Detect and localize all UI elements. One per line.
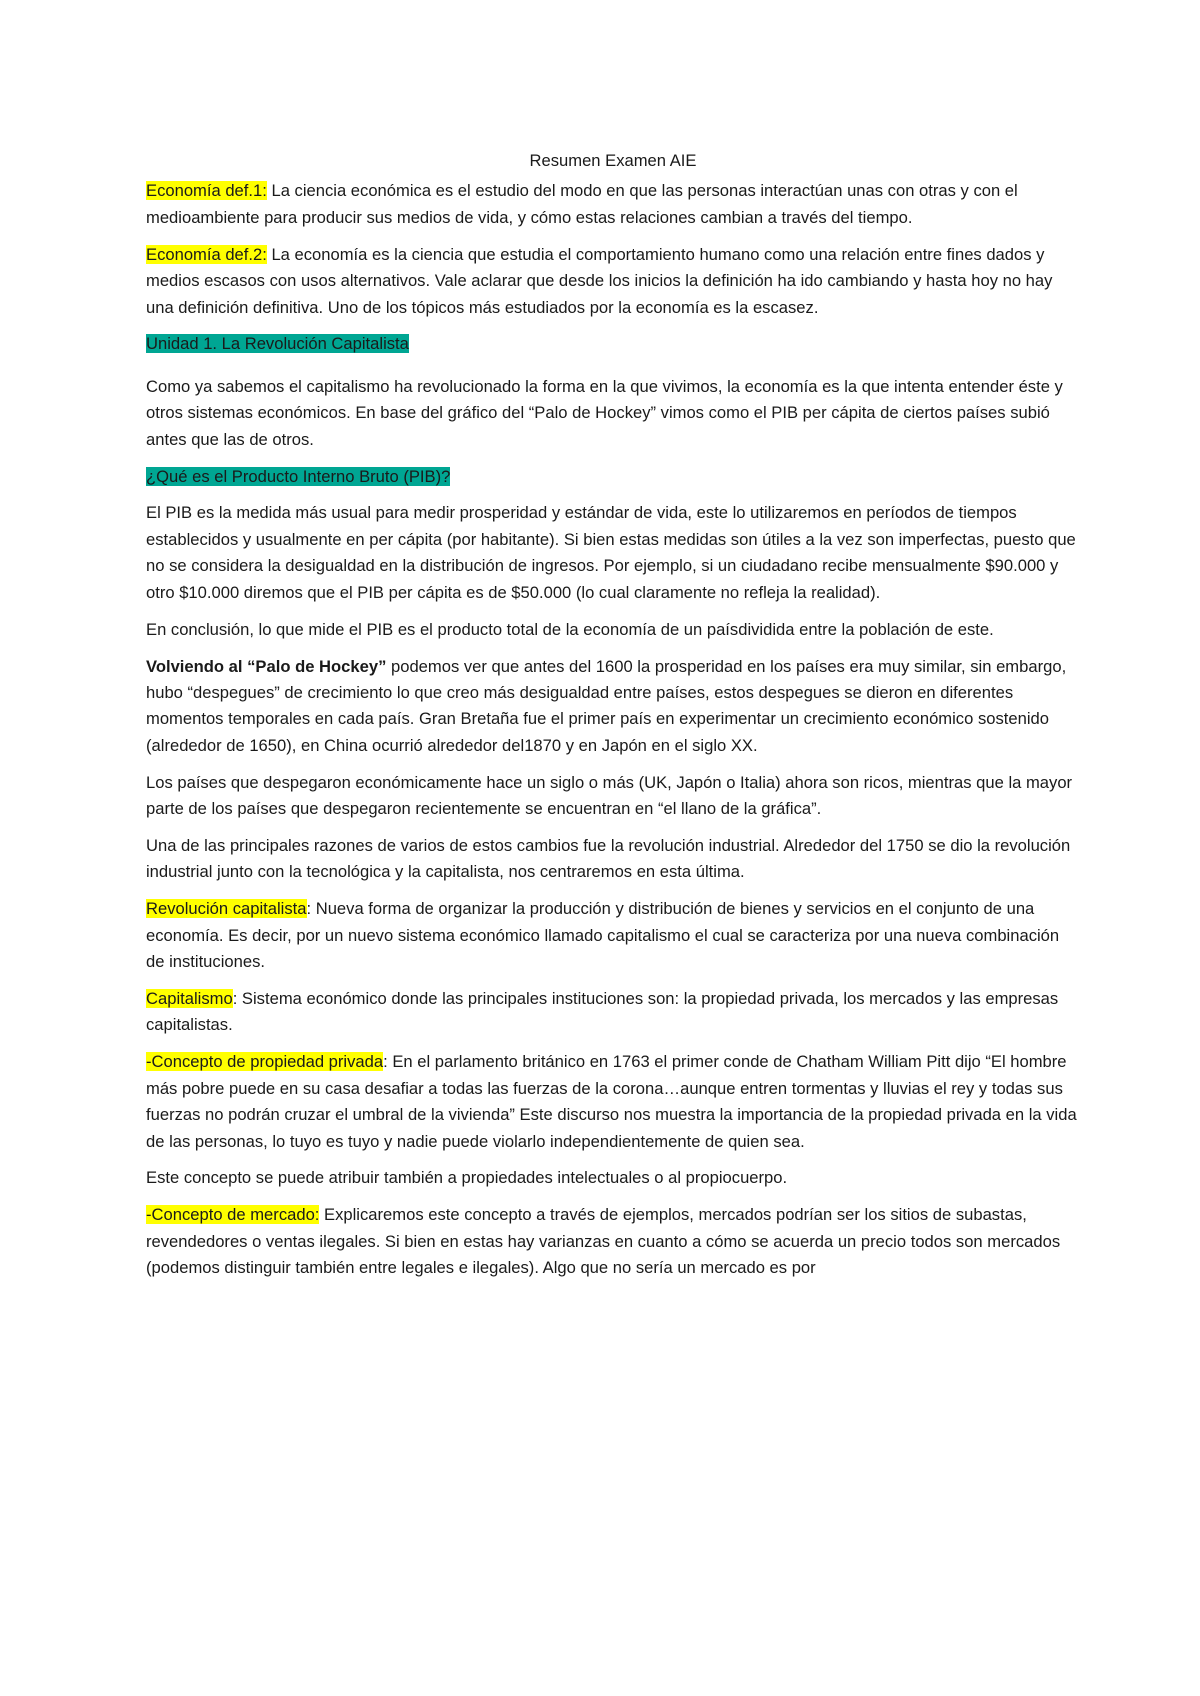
paragraph-propiedad-intelectual: Este concepto se puede atribuir también a propiedades intelectuales o al propiocuerpo.: [146, 1168, 788, 1188]
paragraph-mercado: [146, 1202, 1080, 1281]
paragraph-economia-def2: [146, 242, 1080, 321]
term-propiedad-privada: -Concepto de propiedad privada: [146, 1052, 384, 1072]
document-title: Resumen Examen AIE: [529, 151, 697, 170]
term-mercado: -Concepto de mercado:: [146, 1205, 320, 1225]
text-capitalismo: : Sistema económico donde las principales instituciones son: la propiedad privada, los mercados y las empresas capitalistas.: [146, 988, 1059, 1035]
lead-palo-de-hockey: Volviendo al “Palo de Hockey”: [146, 656, 387, 676]
term-economia-def2: Economía def.2:: [146, 244, 267, 264]
document-body: [146, 148, 1080, 1292]
paragraph-economia-def1: [146, 178, 1080, 231]
term-revolucion-capitalista: Revolución capitalista: [146, 899, 307, 919]
paragraph-capitalismo: [146, 986, 1080, 1039]
text-economia-def2: La economía es la ciencia que estudia el comportamiento humano como una relación entre fines dados y medios escasos con usos alternativos. Vale aclarar que desde los inicios la definición ha ido cambiando y hasta hoy no hay una definición definitiva. Uno de los tópicos más estudiados por la economía es la escasez.: [146, 244, 1053, 317]
term-capitalismo: Capitalismo: [146, 988, 233, 1008]
text-economia-def1: La ciencia económica es el estudio del modo en que las personas interactúan unas con otras y con el medioambiente para producir sus medios de vida, y cómo estas relaciones cambian a través del tiempo.: [146, 181, 1018, 227]
text-palo-de-hockey: podemos ver que antes del 1600 la prosperidad en los países era muy similar, sin embargo, hubo “despegues” de crecimiento lo que creo más desigualdad entre países, estos despegues se dieron en diferentes momentos temporales en cada país. Gran Bretaña fue el primer país en experimentar un crecimiento económico sostenido (alrededor de 1650), en China ocurrió alrededor del1870 y en Japón en el siglo XX.: [146, 656, 1067, 755]
text-revolucion-capitalista: : Nueva forma de organizar la producción y distribución de bienes y servicios en el conjunto de una economía. Es decir, por un nuevo sistema económico llamado capitalismo el cual se caracteriza por una nueva combinación de instituciones.: [146, 899, 1060, 972]
paragraph-revolucion-capitalista: [146, 896, 1080, 975]
term-economia-def1-colon: :: [262, 181, 267, 201]
heading-unidad-1: [146, 331, 1080, 357]
heading-pib: [146, 464, 1080, 490]
paragraph-palo-de-hockey: [146, 654, 1080, 760]
paragraph-revolucion-industrial: Una de las principales razones de varios de estos cambios fue la revolución industrial. Alrededor del 1750 se dio la revolución industrial junto con la tecnológica y la capitalista, nos centraremos en esta última.: [146, 835, 1071, 882]
paragraph-capitalismo-intro: Como ya sabemos el capitalismo ha revolucionado la forma en la que vivimos, la economía es la que intenta entender éste y otros sistemas económicos. En base del gráfico del “Palo de Hockey” vimos como el PIB per cápita de ciertos países subió antes que las de otros.: [146, 376, 1063, 449]
text-mercado: Explicaremos este concepto a través de ejemplos, mercados podrían ser los sitios de subastas, revendedores o ventas ilegales. Si bien en estas hay varianzas en cuanto a cómo se acuerda un precio todos son mercados (podemos distinguir también entre legales e ilegales). Algo que no sería un mercado es por: [146, 1205, 1061, 1278]
paragraph-pib-conclusion: En conclusión, lo que mide el PIB es el producto total de la economía de un paísdividida entre la población de este.: [146, 619, 994, 639]
paragraph-paises-despegaron: Los países que despegaron económicamente hace un siglo o más (UK, Japón o Italia) ahora son ricos, mientras que la mayor parte de los países que despegaron recientemente se encuentran en “el llano de la gráfica”.: [146, 772, 1073, 819]
term-economia-def1: Economía def.1: [146, 181, 263, 201]
heading-pib-text: ¿Qué es el Producto Interno Bruto (PIB)?: [146, 466, 451, 486]
paragraph-propiedad-privada: [146, 1049, 1080, 1155]
paragraph-pib-definicion: El PIB es la medida más usual para medir prosperidad y estándar de vida, este lo utilizaremos en períodos de tiempos establecidos y usualmente en per cápita (por habitante). Si bien estas medidas son útiles a la vez son imperfectas, puesto que no se considera la desigualdad en la distribución de ingresos. Por ejemplo, si un ciudadano recibe mensualmente $90.000 y otro $10.000 diremos que el PIB per cápita es de $50.000 (lo cual claramente no refleja la realidad).: [146, 503, 1076, 602]
text-propiedad-privada: : En el parlamento británico en 1763 el primer conde de Chatham William Pitt dijo “El hombre más pobre puede en su casa desafiar a todas las fuerzas de la corona…aunque entren tormentas y lluvias el rey y todas sus fuerzas no podrán cruzar el umbral de la vivienda” Este discurso nos muestra la importancia de la propiedad privada en la vida de las personas, lo tuyo es tuyo y nadie puede violarlo independientemente de quien sea.: [146, 1052, 1077, 1151]
heading-unidad-1-text: Unidad 1. La Revolución Capitalista: [146, 334, 409, 354]
